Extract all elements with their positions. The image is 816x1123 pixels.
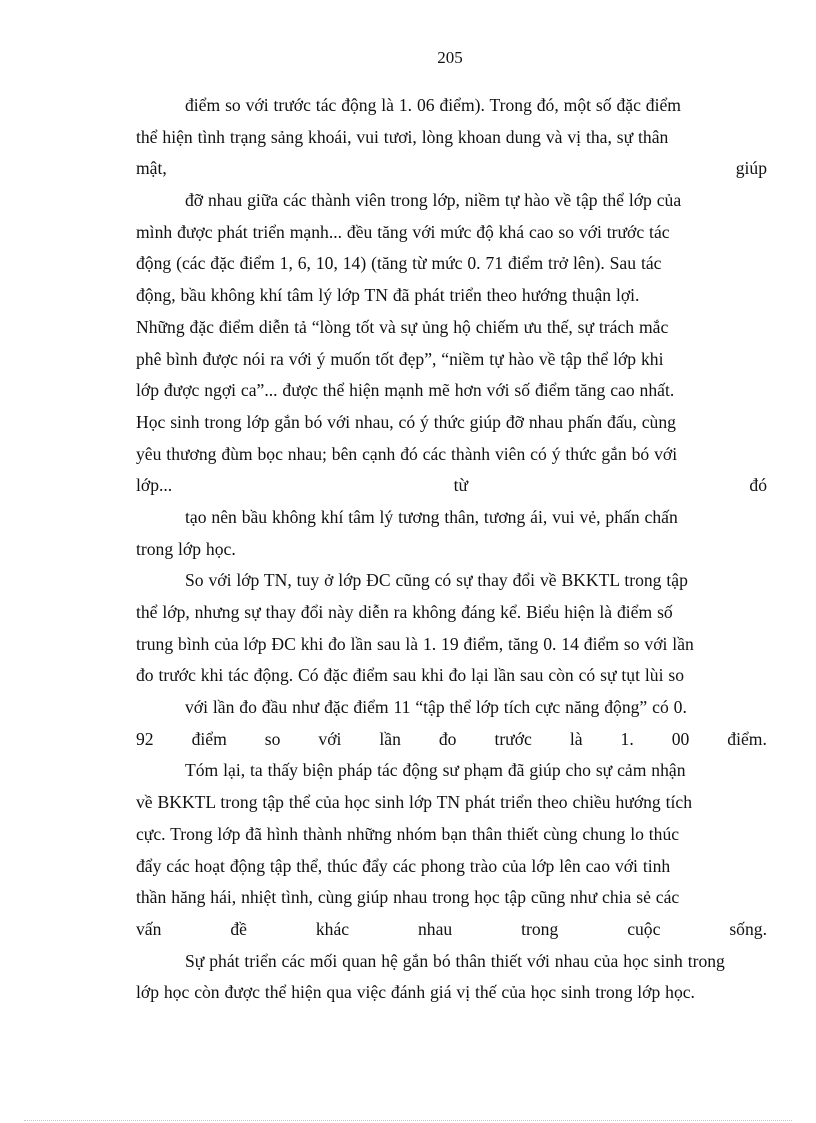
text-line: thần hăng hái, nhiệt tình, cùng giúp nhau trong học tập cũng như chia sẻ các	[136, 887, 680, 908]
text-line: phê bình được nói ra với ý muốn tốt đẹp”, “niềm tự hào về tập thể lớp khi	[136, 348, 664, 369]
document-body	[136, 90, 767, 1009]
word: từ	[453, 475, 469, 496]
text-line: điểm so với trước tác động là 1. 06 điểm). Trong đó, một số đặc điểm	[185, 95, 681, 115]
text-line: trung bình của lớp ĐC khi đo lần sau là 1. 19 điểm, tăng 0. 14 điểm so với lần	[136, 633, 694, 654]
text-line: đẩy các hoạt động tập thể, thúc đẩy các phong trào của lớp lên cao với tinh	[136, 855, 671, 876]
word: đo	[438, 728, 457, 749]
word: là	[569, 728, 583, 749]
text-line: cực. Trong lớp đã hình thành những nhóm bạn thân thiết cùng chung lo thúc	[136, 823, 680, 844]
justified-line	[136, 724, 767, 756]
text-line: đo trước khi tác động. Có đặc điểm sau khi đo lại lần sau còn có sự tụt lùi so	[136, 665, 684, 686]
text-line: thể lớp, nhưng sự thay đổi này diễn ra không đáng kể. Biểu hiện là điểm số	[136, 602, 673, 622]
text-line: tạo nên bầu không khí tâm lý tương thân, tương ái, vui vẻ, phấn chấn	[185, 506, 678, 527]
page-bottom-border	[24, 1120, 792, 1121]
word: giúp	[735, 158, 767, 179]
text-line: mình được phát triển mạnh... đều tăng với mức độ khá cao so với trước tác	[136, 221, 670, 242]
word: vấn	[136, 918, 162, 939]
word: cuộc	[627, 918, 661, 939]
text-line: động (các đặc điểm 1, 6, 10, 14) (tăng từ mức 0. 71 điểm trở lên). Sau tác	[136, 253, 662, 274]
text-line: Học sinh trong lớp gắn bó với nhau, có ý thức giúp đỡ nhau phấn đấu, cùng	[136, 411, 676, 432]
word: khác	[315, 918, 350, 939]
text-line: động, bầu không khí tâm lý lớp TN đã phát triển theo hướng thuận lợi.	[136, 285, 640, 306]
word: lần	[379, 728, 401, 749]
word: 1.	[620, 728, 634, 749]
word: trước	[494, 728, 532, 749]
word: đó	[749, 475, 767, 496]
word: nhau	[418, 918, 453, 939]
justified-line	[136, 470, 767, 502]
text-line: về BKKTL trong tập thể của học sinh lớp TN phát triển theo chiều hướng tích	[136, 792, 692, 813]
word: so	[264, 728, 281, 749]
word: mật,	[136, 158, 167, 179]
word: lớp...	[136, 475, 173, 496]
page-number: 205	[437, 48, 463, 67]
word: trong	[521, 918, 559, 939]
word: đề	[230, 918, 247, 939]
word: điểm	[191, 728, 227, 749]
word: 92	[136, 728, 154, 749]
word: sống.	[729, 918, 767, 939]
text-line: yêu thương đùm bọc nhau; bên cạnh đó các thành viên có ý thức gắn bó với	[136, 443, 678, 464]
text-line: đỡ nhau giữa các thành viên trong lớp, niềm tự hào về tập thể lớp của	[185, 190, 682, 211]
text-line: So với lớp TN, tuy ở lớp ĐC cũng có sự thay đổi về BKKTL trong tập	[185, 570, 688, 591]
text-line: Sự phát triển các mối quan hệ gắn bó thân thiết với nhau của học sinh trong	[185, 950, 725, 971]
word: điểm.	[727, 728, 767, 749]
text-line: trong lớp học.	[136, 538, 236, 559]
text-line: thể hiện tình trạng sảng khoái, vui tươi, lòng khoan dung và vị tha, sự thân	[136, 126, 669, 147]
word: 00	[671, 728, 690, 749]
text-line: lớp học còn được thể hiện qua việc đánh giá vị thế của học sinh trong lớp học.	[136, 982, 695, 1003]
text-line: lớp được ngợi ca”... được thể hiện mạnh mẽ hơn với số điểm tăng cao nhất.	[136, 380, 675, 401]
text-line: với lần đo đầu như đặc điểm 11 “tập thể lớp tích cực năng động” có 0.	[185, 697, 687, 718]
justified-line	[136, 153, 767, 185]
word: với	[318, 728, 342, 749]
justified-line	[136, 914, 767, 946]
text-line: Tóm lại, ta thấy biện pháp tác động sư phạm đã giúp cho sự cảm nhận	[185, 760, 686, 781]
text-line: Những đặc điểm diễn tả “lòng tốt và sự ủng hộ chiếm ưu thế, sự trách mắc	[136, 316, 669, 337]
